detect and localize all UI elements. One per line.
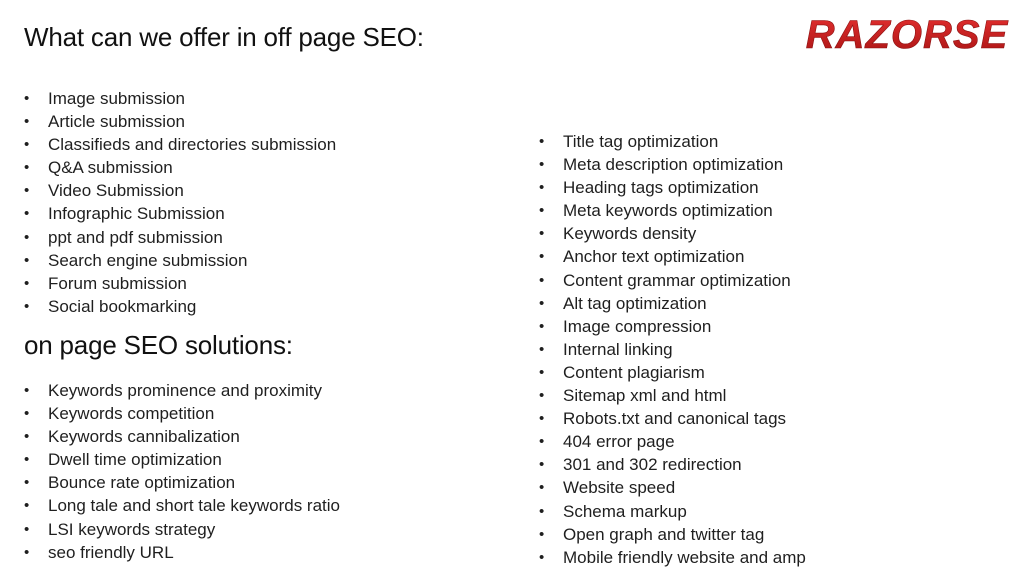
list-item: • Video Submission xyxy=(24,179,336,202)
list-item: • Content grammar optimization xyxy=(539,269,806,292)
off-page-title: What can we offer in off page SEO: xyxy=(24,22,424,52)
list-item: • Title tag optimization xyxy=(539,130,806,153)
list-item: • Classifieds and directories submission xyxy=(24,133,336,156)
list-item: • Image submission xyxy=(24,87,336,110)
list-item: • Alt tag optimization xyxy=(539,292,806,315)
razorse-logo-mark xyxy=(802,12,1012,56)
list-item: • Meta keywords optimization xyxy=(539,199,806,222)
list-item: • Keywords prominence and proximity xyxy=(24,379,340,402)
list-item: • Anchor text optimization xyxy=(539,245,806,268)
list-item: • Heading tags optimization xyxy=(539,176,806,199)
on-page-title: on page SEO solutions: xyxy=(24,330,293,360)
list-item: • Robots.txt and canonical tags xyxy=(539,407,806,430)
list-item: • Internal linking xyxy=(539,338,806,361)
list-item: • Forum submission xyxy=(24,272,336,295)
list-item: • Mobile friendly website and amp xyxy=(539,546,806,569)
list-item: • Dwell time optimization xyxy=(24,448,340,471)
list-item: • ppt and pdf submission xyxy=(24,226,336,249)
list-item: • Search engine submission xyxy=(24,249,336,272)
list-item: • Keywords density xyxy=(539,222,806,245)
list-item: • 301 and 302 redirection xyxy=(539,453,806,476)
list-item: • seo friendly URL xyxy=(24,541,340,564)
list-item: • Sitemap xml and html xyxy=(539,384,806,407)
list-item: • Keywords cannibalization xyxy=(24,425,340,448)
list-item: • 404 error page xyxy=(539,430,806,453)
list-item: • Meta description optimization xyxy=(539,153,806,176)
on-page-technical-list xyxy=(539,130,806,569)
list-item: • Social bookmarking xyxy=(24,295,336,318)
list-item: • Infographic Submission xyxy=(24,202,336,225)
razorse-logo xyxy=(802,12,1012,56)
list-item: • Content plagiarism xyxy=(539,361,806,384)
list-item: • Bounce rate optimization xyxy=(24,471,340,494)
list-item: • Image compression xyxy=(539,315,806,338)
list-item: • Website speed xyxy=(539,476,806,499)
list-item: • Keywords competition xyxy=(24,402,340,425)
list-item: • Article submission xyxy=(24,110,336,133)
list-item: • Open graph and twitter tag xyxy=(539,523,806,546)
on-page-list xyxy=(24,379,340,564)
off-page-list xyxy=(24,87,336,318)
logo-text: RAZORSE xyxy=(805,13,1009,56)
list-item: • Schema markup xyxy=(539,500,806,523)
list-item: • Q&A submission xyxy=(24,156,336,179)
list-item: • Long tale and short tale keywords ratio xyxy=(24,494,340,517)
list-item: • LSI keywords strategy xyxy=(24,518,340,541)
